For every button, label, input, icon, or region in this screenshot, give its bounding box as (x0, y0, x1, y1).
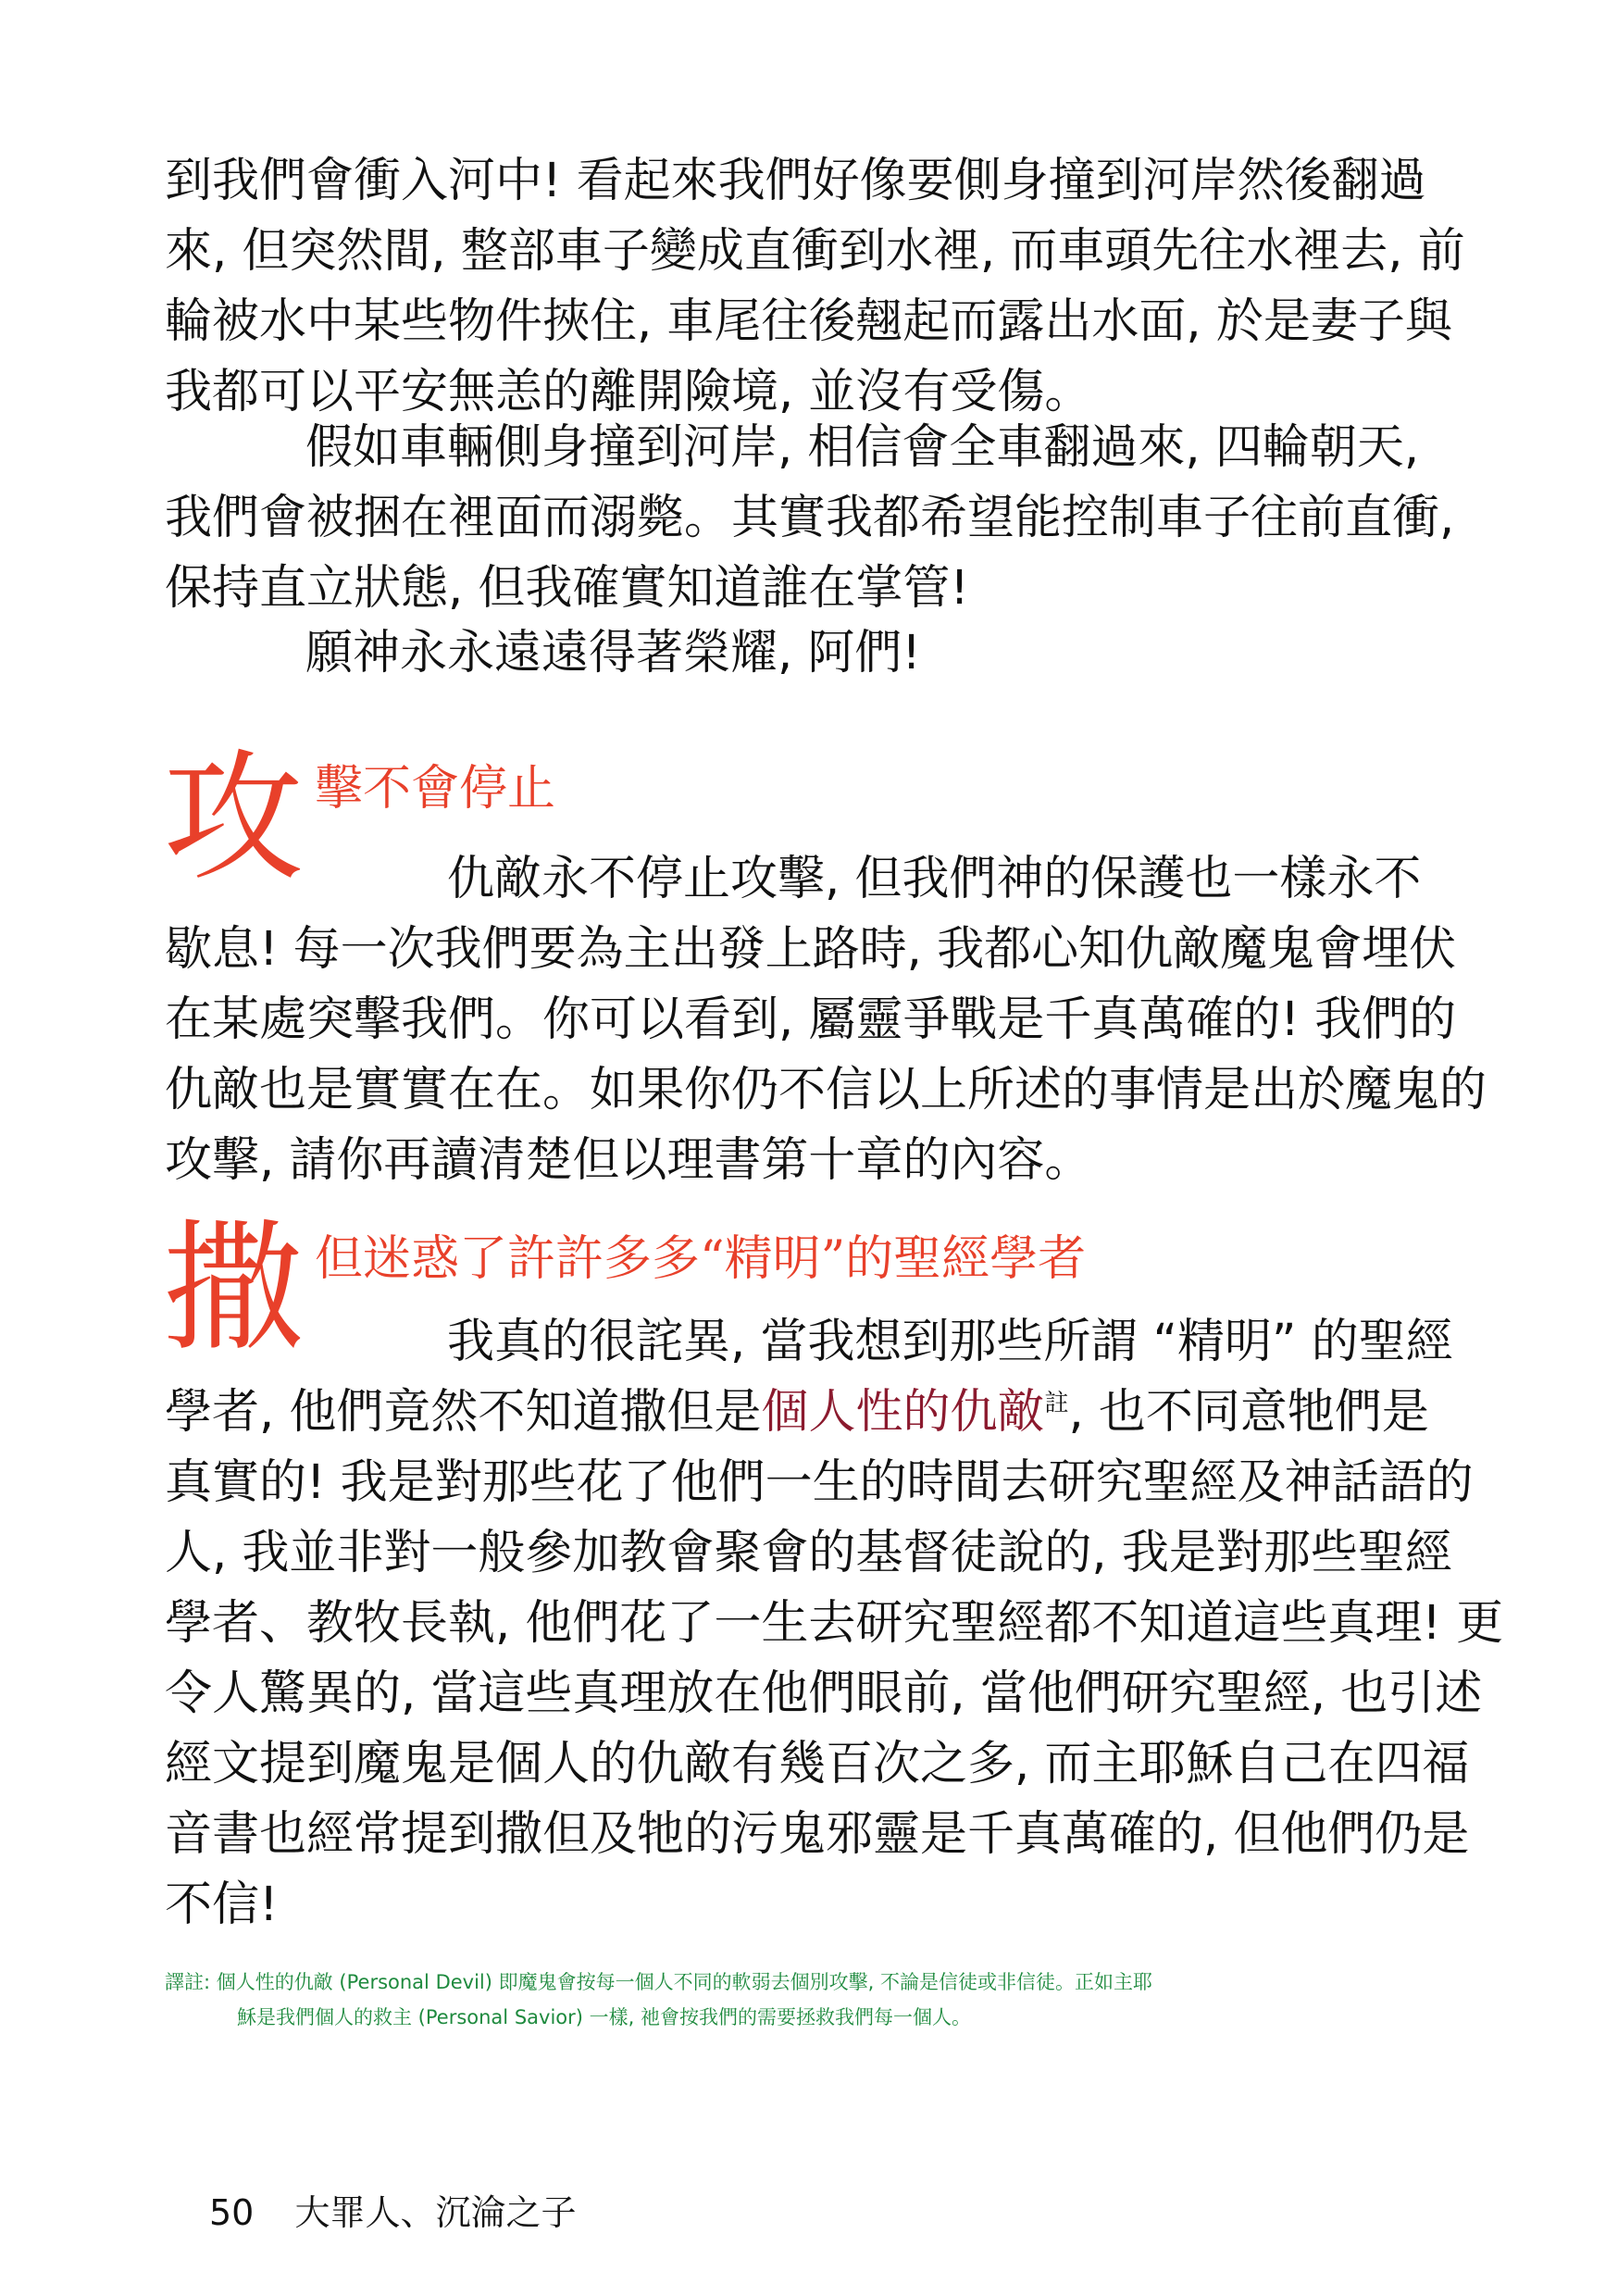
section-heading-satan: 但迷惑了許許多多“精明”的聖經學者 (315, 1231, 1087, 1287)
translator-note (165, 1965, 1152, 2035)
text-line: 保持直立狀態, 但我確實知道誰在掌管! (165, 561, 969, 616)
text-line: 人, 我並非對一般參加教會聚會的基督徒說的, 我是對那些聖經 (165, 1526, 1452, 1580)
paragraph-scholars (165, 1307, 1504, 1940)
text-line: 假如車輛側身撞到河岸, 相信會全車翻過來, 四輪朝天, (305, 420, 1420, 475)
paragraph-car-crash (165, 146, 1465, 428)
text-line: 音書也經常提到撒但及牠的污鬼邪靈是千真萬確的, 但他們仍是 (165, 1807, 1470, 1862)
text-fragment: 學者, 他們竟然不知道撒但是 (165, 1385, 762, 1440)
paragraph-glory (165, 618, 1405, 689)
note-line: 穌是我們個人的救主 (Personal Savior) 一樣, 祂會按我們的需要拯救我們每一個人。 (237, 2006, 971, 2028)
text-line: 輪被水中某些物件挾住, 車尾往後翹起而露出水面, 於是妻子與 (165, 294, 1452, 349)
text-line: 我們會被捆在裡面而溺斃。其實我都希望能控制車子往前直衝, (165, 491, 1455, 545)
text-fragment: , 也不同意牠們是 (1068, 1385, 1429, 1440)
text-line: 歇息! 每一次我們要為主出發上路時, 我都心知仇敵魔鬼會埋伏 (165, 922, 1457, 977)
paragraph-if-car-sideways (165, 413, 1455, 624)
book-title: 大罪人、沉淪之子 (294, 2192, 577, 2233)
footnote-marker: 註 (1044, 1390, 1069, 1417)
text-line: 仇敵也是實實在在。如果你仍不信以上所述的事情是出於魔鬼的 (165, 1063, 1487, 1117)
text-line: 學者、教牧長執, 他們花了一生去研究聖經都不知道這些真理! 更 (165, 1596, 1504, 1651)
note-line: 譯註: 個人性的仇敵 (Personal Devil) 即魔鬼會按每一個人不同的軟弱去個別攻擊, 不論是信徒或非信徒。正如主耶 (165, 1971, 1152, 1993)
text-line (165, 1378, 1429, 1448)
text-line: 到我們會衝入河中! 看起來我們好像要側身撞到河岸然後翻過 (165, 154, 1426, 208)
dropcap-satan: 撒 (163, 1206, 304, 1370)
text-line: 我都可以平安無恙的離開險境, 並沒有受傷。 (165, 365, 1092, 419)
highlighted-term-personal-devil: 個人性的仇敵 (761, 1385, 1045, 1440)
dropcap-attack: 攻 (163, 736, 304, 900)
page-footer (209, 2192, 576, 2233)
text-line: 攻擊, 請你再讀清楚但以理書第十章的內容。 (165, 1133, 1092, 1188)
section-heading-attack: 擊不會停止 (315, 761, 556, 817)
page-number: 50 (209, 2192, 255, 2233)
text-line: 來, 但突然間, 整部車子變成直衝到水裡, 而車頭先往水裡去, 前 (165, 224, 1465, 279)
text-line: 仇敵永不停止攻擊, 但我們神的保護也一樣永不 (447, 852, 1422, 906)
paragraph-attack (165, 844, 1487, 1196)
text-line: 我真的很詫異, 當我想到那些所謂 “精明” 的聖經 (447, 1315, 1453, 1369)
text-line: 在某處突擊我們。你可以看到, 屬靈爭戰是千真萬確的! 我們的 (165, 992, 1457, 1047)
text-line: 真實的! 我是對那些花了他們一生的時間去研究聖經及神話語的 (165, 1455, 1474, 1510)
text-line: 不信! (165, 1878, 279, 1932)
text-line: 願神永永遠遠得著榮耀, 阿們! (305, 626, 921, 680)
text-line: 令人驚異的, 當這些真理放在他們眼前, 當他們研究聖經, 也引述 (165, 1666, 1483, 1721)
text-line: 經文提到魔鬼是個人的仇敵有幾百次之多, 而主耶穌自己在四福 (165, 1737, 1470, 1791)
